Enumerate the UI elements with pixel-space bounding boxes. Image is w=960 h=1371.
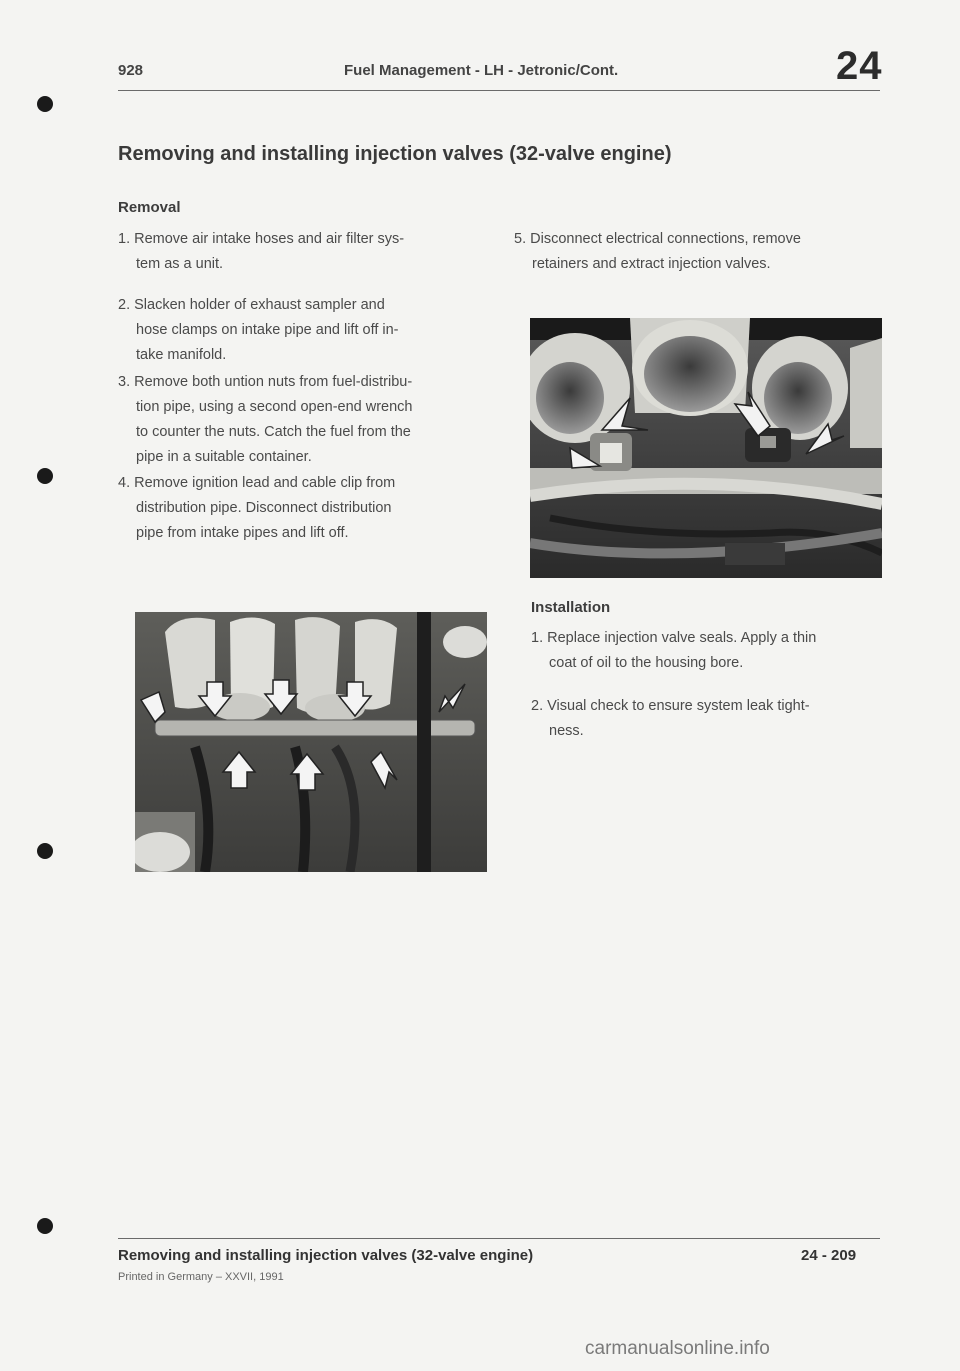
binder-hole xyxy=(37,1218,53,1234)
installation-heading: Installation xyxy=(531,599,611,616)
footer-rule xyxy=(118,1238,880,1239)
binder-hole xyxy=(37,96,53,112)
removal-heading: Removal xyxy=(118,199,181,216)
header-model: 928 xyxy=(118,62,144,79)
footer-title: Removing and installing injection valves (32-valve engine) xyxy=(118,1247,534,1264)
removal-step-4: 4. Remove ignition lead and cable clip from distribution pipe. Disconnect distribution pipe from intake pipes and lift off. xyxy=(118,475,396,541)
header-rule xyxy=(118,90,880,91)
header-chapter-number: 24 xyxy=(836,44,883,88)
removal-step-3: 3. Remove both untion nuts from fuel-distribu- tion pipe, using a second open-end wrench to counter the nuts. Catch the fuel from the pipe in a suitable container. xyxy=(118,374,413,465)
installation-step-2: 2. Visual check to ensure system leak tight- ness. xyxy=(531,698,810,739)
installation-step-1: 1. Replace injection valve seals. Apply a thin coat of oil to the housing bore. xyxy=(531,630,817,671)
watermark-text: carmanualsonline.info xyxy=(585,1338,770,1359)
binder-hole xyxy=(37,468,53,484)
binder-hole xyxy=(37,843,53,859)
injection-valve-photo xyxy=(530,318,882,578)
footer-page-number: 24 - 209 xyxy=(801,1247,857,1264)
removal-step-2: 2. Slacken holder of exhaust sampler and hose clamps on intake pipe and lift off in- take manifold. xyxy=(118,297,399,363)
removal-step-5: 5. Disconnect electrical connections, remove retainers and extract injection valves. xyxy=(514,231,801,272)
removal-step-1: 1. Remove air intake hoses and air filter sys- tem as a unit. xyxy=(118,231,405,272)
header-section-title: Fuel Management - LH - Jetronic/Cont. xyxy=(344,62,619,79)
distribution-pipe-photo xyxy=(135,612,487,872)
page-title: Removing and installing injection valves (32-valve engine) xyxy=(118,143,672,165)
footer-printed-note: Printed in Germany – XXVII, 1991 xyxy=(118,1271,284,1283)
